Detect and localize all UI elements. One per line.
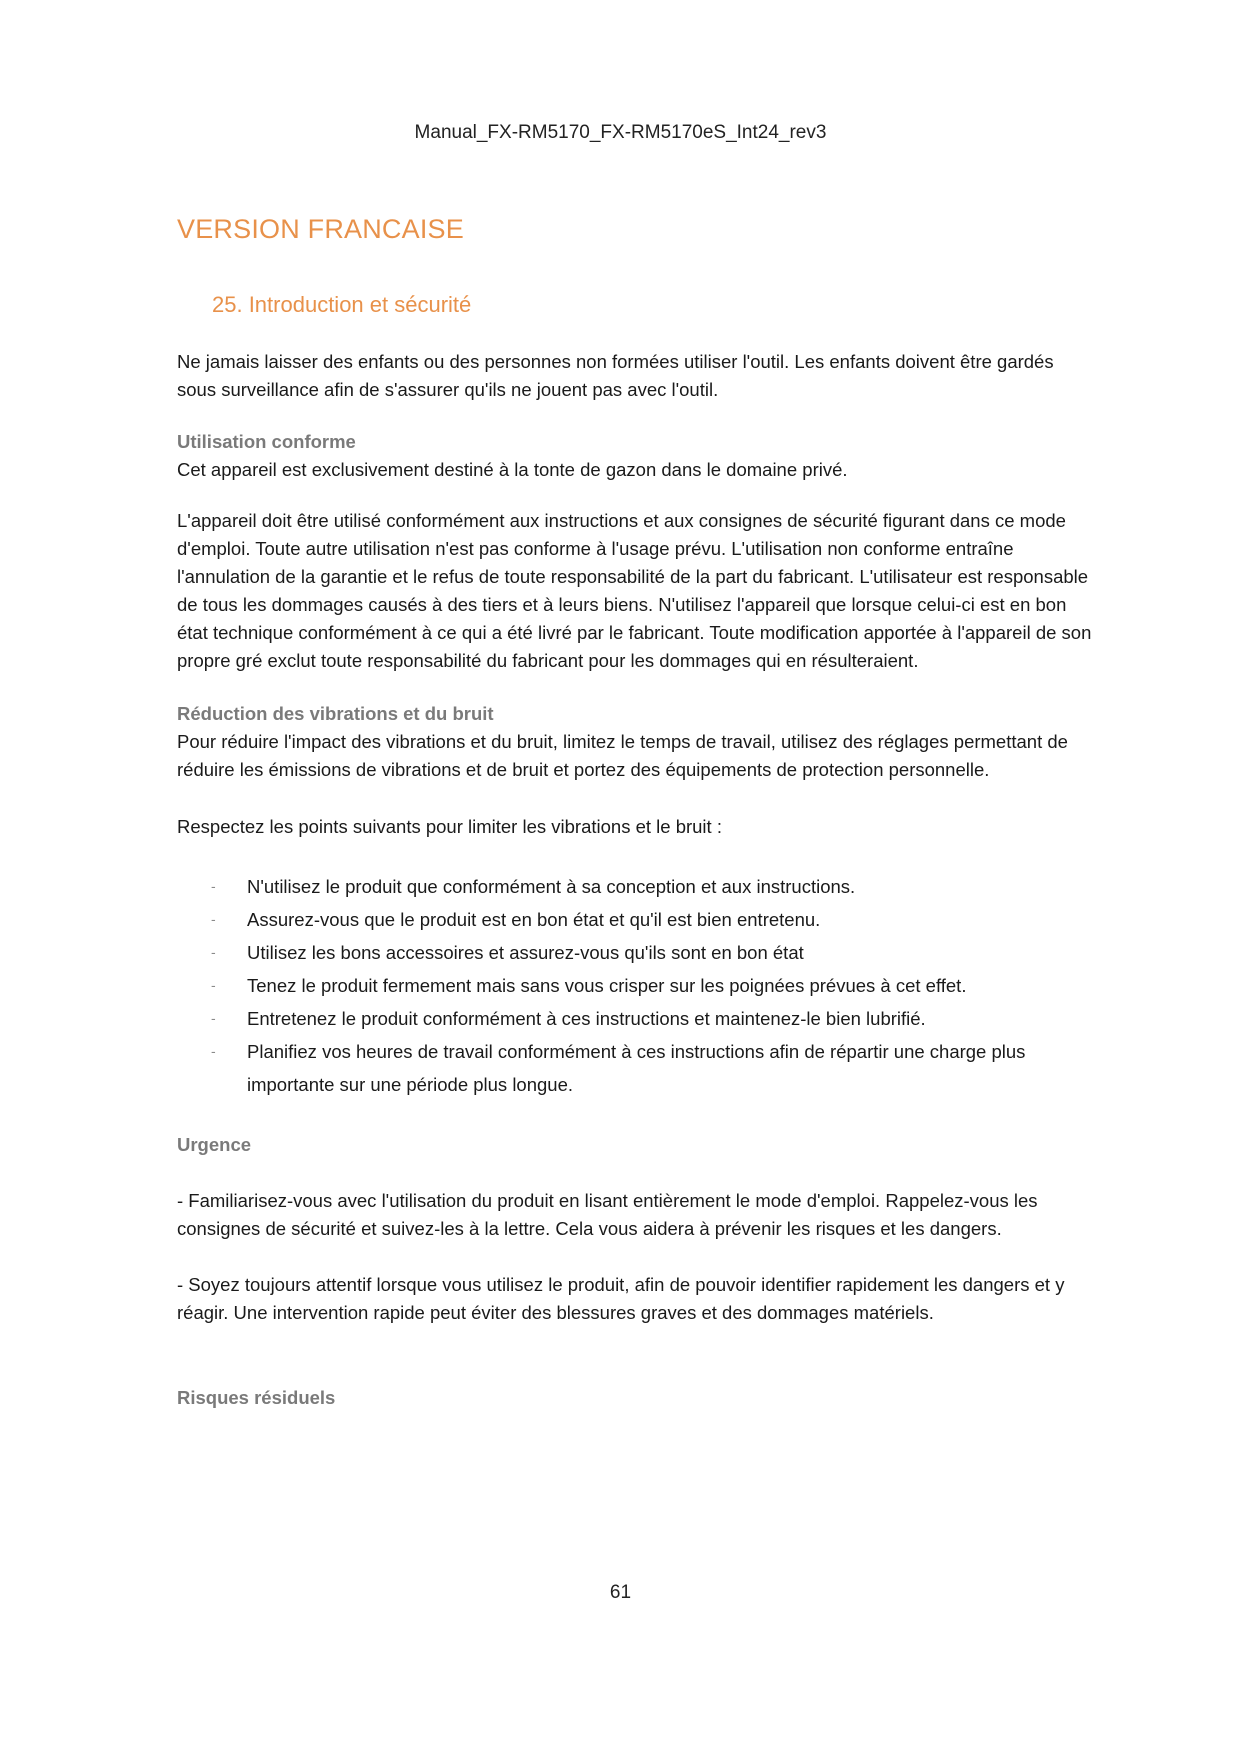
intro-paragraph: Ne jamais laisser des enfants ou des personnes non formées utiliser l'outil. Les enfants doivent être gardés sous surveillance afin de s'assurer qu'ils ne jouent pas avec l'outil. (177, 351, 1054, 400)
list-item-text: Tenez le produit fermement mais sans vous crisper sur les poignées prévues à cet effet. (247, 975, 967, 996)
utilisation-heading: Utilisation conforme (177, 431, 356, 452)
dash-icon: - (211, 944, 216, 960)
dash-icon: - (211, 1043, 216, 1059)
dash-icon: - (211, 977, 216, 993)
page-content (177, 214, 1097, 1412)
urgence-paragraph-1: - Familiarisez-vous avec l'utilisation du produit en lisant entièrement le mode d'emploi. Rappelez-vous les consignes de sécurité et suivez-les à la lettre. Cela vous aidera à prévenir les risques et les dangers. (177, 1190, 1038, 1239)
reduction-heading: Réduction des vibrations et du bruit (177, 703, 494, 724)
dash-icon: - (211, 878, 216, 894)
dash-icon: - (211, 911, 216, 927)
urgence-paragraph-2: - Soyez toujours attentif lorsque vous utilisez le produit, afin de pouvoir identifier rapidement les dangers et y réagir. Une intervention rapide peut éviter des blessures graves et des dommages matériels. (177, 1274, 1065, 1323)
list-item-text: Assurez-vous que le produit est en bon état et qu'il est bien entretenu. (247, 909, 821, 930)
list-item-text: Utilisez les bons accessoires et assurez-vous qu'ils sont en bon état (247, 942, 804, 963)
utilisation-paragraph-1: Cet appareil est exclusivement destiné à la tonte de gazon dans le domaine privé. (177, 459, 848, 480)
utilisation-paragraph-2: L'appareil doit être utilisé conformément aux instructions et aux consignes de sécurité figurant dans ce mode d'emploi. Toute autre utilisation n'est pas conforme à l'usage prévu. L'utilisation non conforme entraîne l'annulation de la garantie et le refus de toute responsabilité de la part du fabricant. L'utilisateur est responsable de tous les dommages causés à des tiers et à leurs biens. N'utilisez l'appareil que lorsque celui-ci est en bon état technique conformément à ce qui a été livré par le fabricant. Toute modification apportée à l'appareil de son propre gré exclut toute responsabilité du fabricant pour les dommages qui en résulteraient. (177, 510, 1092, 671)
list-item (177, 969, 1097, 1002)
page-number: 61 (609, 1582, 632, 1603)
list-item-text: N'utilisez le produit que conformément à sa conception et aux instructions. (247, 876, 856, 897)
dash-icon: - (211, 1010, 216, 1026)
list-item (177, 1035, 1097, 1101)
list-item-text: Planifiez vos heures de travail conformément à ces instructions afin de répartir une charge plus importante sur une période plus longue. (247, 1041, 1026, 1095)
reduction-bullet-list (177, 870, 1097, 1101)
risques-heading: Risques résiduels (177, 1387, 336, 1408)
list-item (177, 903, 1097, 936)
list-item (177, 1002, 1097, 1035)
running-header: Manual_FX-RM5170_FX-RM5170eS_Int24_rev3 (414, 122, 827, 143)
section-title: 25. Introduction et sécurité (212, 292, 472, 317)
list-item (177, 936, 1097, 969)
urgence-heading: Urgence (177, 1134, 252, 1155)
reduction-paragraph-1: Pour réduire l'impact des vibrations et du bruit, limitez le temps de travail, utilisez des réglages permettant de réduire les émissions de vibrations et de bruit et portez des équipements de protection personnelle. (177, 731, 1068, 780)
version-title: VERSION FRANCAISE (177, 214, 464, 244)
reduction-paragraph-2: Respectez les points suivants pour limiter les vibrations et le bruit : (177, 816, 722, 837)
list-item-text: Entretenez le produit conformément à ces instructions et maintenez-le bien lubrifié. (247, 1008, 926, 1029)
list-item (177, 870, 1097, 903)
